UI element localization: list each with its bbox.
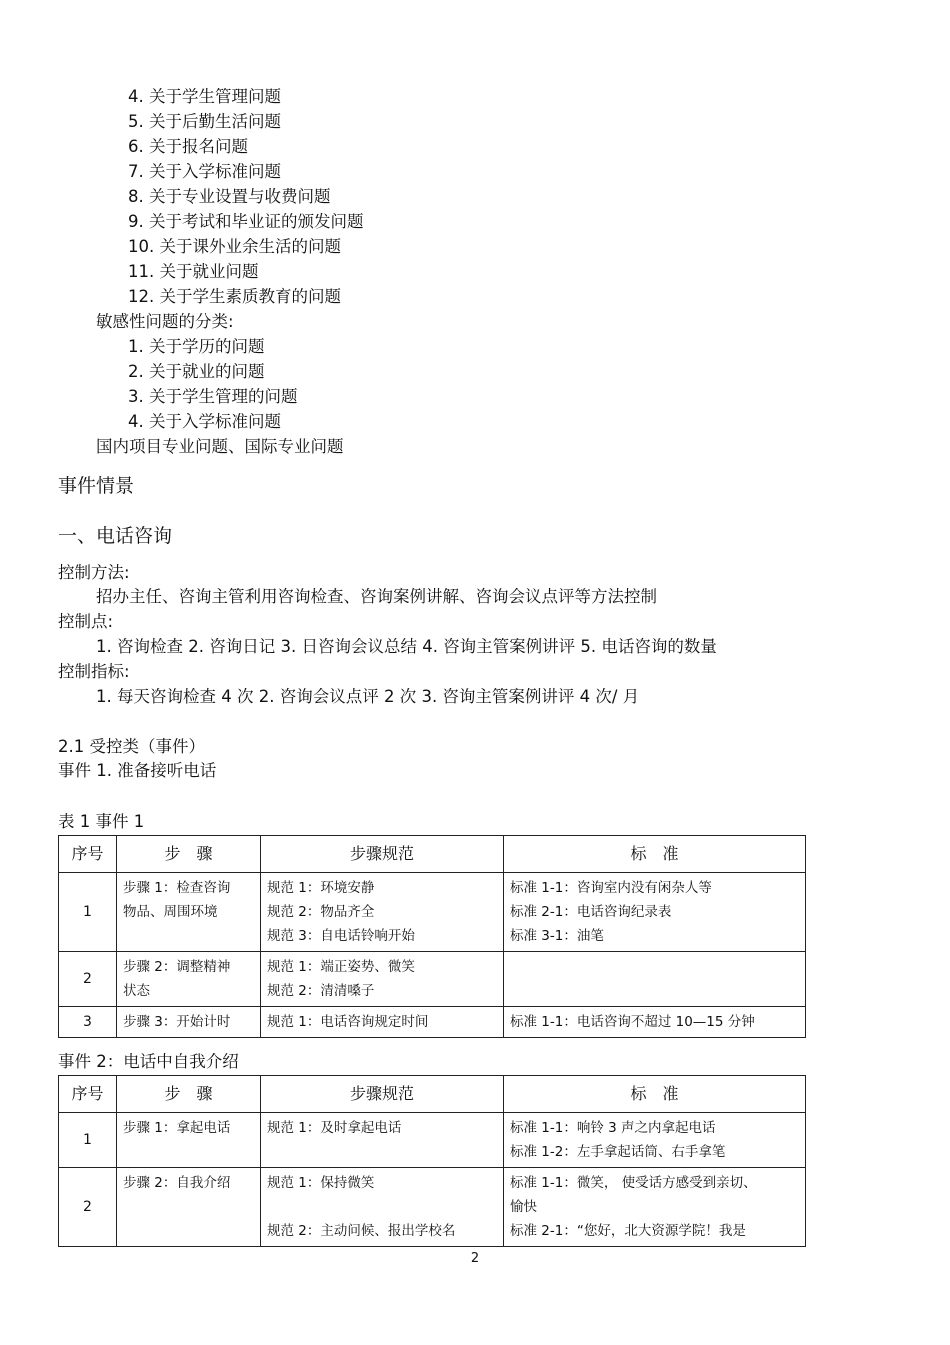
- cell-text: 步骤 3：开始计时: [123, 1014, 231, 1030]
- domestic-line: 国内项目专业问题、国际专业问题: [96, 437, 344, 456]
- cell-step: [117, 873, 261, 952]
- list-item: 7. 关于入学标准问题: [128, 162, 281, 181]
- cell-spec: [261, 952, 504, 1007]
- cell-text: 标准 2-1：电话咨询纪录表: [510, 904, 672, 920]
- cell-std: [504, 873, 806, 952]
- cell-text: 步骤 1：检查咨询: [123, 880, 231, 896]
- cell-text: 步骤 1：拿起电话: [123, 1120, 231, 1136]
- section-title: 事件情景: [58, 475, 135, 497]
- cell-text: 标准 2-1：“您好，北大资源学院！我是: [510, 1223, 746, 1239]
- list-item: 2. 关于就业的问题: [128, 362, 265, 381]
- table-row: [59, 1113, 806, 1168]
- cell-text: 规范 2：清清嗓子: [267, 983, 375, 999]
- column-header: 序号: [59, 1076, 117, 1113]
- cell-text: 标准 1-1：微笑， 使受话方感受到亲切、: [510, 1175, 757, 1191]
- page-number: 2: [470, 1251, 480, 1266]
- column-header: 步 骤: [117, 836, 261, 873]
- list-item: 8. 关于专业设置与收费问题: [128, 187, 331, 206]
- column-header: 标 准: [504, 836, 806, 873]
- cell-step: [117, 1113, 261, 1168]
- cell-text: 标准 3-1：油笔: [510, 928, 604, 944]
- cell-std: [504, 1168, 806, 1247]
- column-header: 步骤规范: [261, 1076, 504, 1113]
- cell-step: [117, 952, 261, 1007]
- cell-step: [117, 1007, 261, 1038]
- cell-text: 愉快: [510, 1199, 537, 1215]
- control-index-label: 控制指标:: [58, 662, 130, 681]
- control-method-label: 控制方法:: [58, 563, 130, 582]
- cell-text: 规范 1：电话咨询规定时间: [267, 1014, 429, 1030]
- row-number: 2: [59, 952, 117, 1007]
- row-number: 1: [59, 1113, 117, 1168]
- column-header: 标 准: [504, 1076, 806, 1113]
- cell-text: [267, 1195, 497, 1219]
- cell-step: [117, 1168, 261, 1247]
- cell-spec: [261, 1007, 504, 1038]
- row-number: 2: [59, 1168, 117, 1247]
- event2-table: [58, 1075, 806, 1247]
- cell-text: 规范 1：及时拿起电话: [267, 1120, 402, 1136]
- column-header: 步 骤: [117, 1076, 261, 1113]
- list-item: 11. 关于就业问题: [128, 262, 259, 281]
- cell-text: 步骤 2：调整精神: [123, 959, 231, 975]
- subsection-2-1: 2.1 受控类（事件）: [58, 737, 205, 756]
- list-item: 6. 关于报名问题: [128, 137, 248, 156]
- sensitive-heading: 敏感性问题的分类:: [96, 312, 234, 331]
- column-header: 步骤规范: [261, 836, 504, 873]
- row-number: 3: [59, 1007, 117, 1038]
- cell-text: 状态: [123, 983, 150, 999]
- cell-std: [504, 1007, 806, 1038]
- table-header-row: [59, 1076, 806, 1113]
- cell-text: 规范 1：环境安静: [267, 880, 375, 896]
- cell-text: 规范 2：主动问候、报出学校名: [267, 1223, 456, 1239]
- column-header: 序号: [59, 836, 117, 873]
- list-item: 5. 关于后勤生活问题: [128, 112, 281, 131]
- table-row: [59, 952, 806, 1007]
- table-header-row: [59, 836, 806, 873]
- cell-spec: [261, 1168, 504, 1247]
- event1-table: [58, 835, 806, 1038]
- cell-text: 标准 1-2：左手拿起话筒、右手拿笔: [510, 1144, 726, 1160]
- cell-text: 规范 1：端正姿势、微笑: [267, 959, 415, 975]
- table-row: [59, 1168, 806, 1247]
- control-point-text: 1. 咨询检查 2. 咨询日记 3. 日咨询会议总结 4. 咨询主管案例讲评 5. 电话咨询的数量: [96, 637, 717, 656]
- table-row: [59, 873, 806, 952]
- control-index-text: 1. 每天咨询检查 4 次 2. 咨询会议点评 2 次 3. 咨询主管案例讲评 4 次/ 月: [96, 687, 640, 706]
- event2-title: 事件 2：电话中自我介绍: [58, 1052, 239, 1071]
- table1-caption: 表 1 事件 1: [58, 812, 145, 831]
- cell-text: 规范 3：自电话铃响开始: [267, 928, 415, 944]
- cell-text: 标准 1-1：响铃 3 声之内拿起电话: [510, 1120, 716, 1136]
- cell-text: 标准 1-1：电话咨询不超过 10—15 分钟: [510, 1014, 755, 1030]
- event1-title: 事件 1. 准备接听电话: [58, 761, 217, 780]
- list-item: 4. 关于入学标准问题: [128, 412, 281, 431]
- list-item: 3. 关于学生管理的问题: [128, 387, 298, 406]
- list-item: 10. 关于课外业余生活的问题: [128, 237, 341, 256]
- list-item: 9. 关于考试和毕业证的颁发问题: [128, 212, 364, 231]
- cell-spec: [261, 1113, 504, 1168]
- subsection-title: 一、电话咨询: [58, 525, 173, 547]
- list-item: 12. 关于学生素质教育的问题: [128, 287, 341, 306]
- cell-text: 规范 2：物品齐全: [267, 904, 375, 920]
- cell-text: 规范 1：保持微笑: [267, 1175, 375, 1191]
- cell-spec: [261, 873, 504, 952]
- cell-text: 物品、周围环境: [123, 904, 218, 920]
- list-item: 1. 关于学历的问题: [128, 337, 265, 356]
- cell-std: [504, 1113, 806, 1168]
- cell-std: [504, 952, 806, 1007]
- row-number: 1: [59, 873, 117, 952]
- control-point-label: 控制点:: [58, 612, 114, 631]
- cell-text: 标准 1-1：咨询室内没有闲杂人等: [510, 880, 712, 896]
- list-item: 4. 关于学生管理问题: [128, 87, 281, 106]
- table-row: [59, 1007, 806, 1038]
- control-method-text: 招办主任、咨询主管利用咨询检查、咨询案例讲解、咨询会议点评等方法控制: [96, 587, 657, 606]
- cell-text: 步骤 2：自我介绍: [123, 1175, 231, 1191]
